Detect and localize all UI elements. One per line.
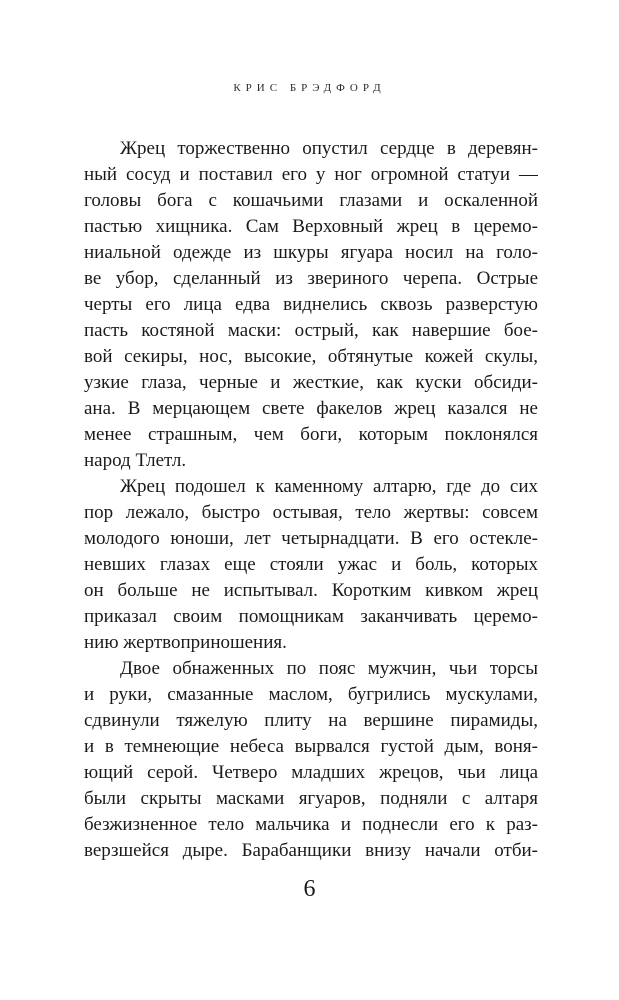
text-line: пасть костяной маски: острый, как навершие бое- xyxy=(84,320,538,341)
text-line: черты его лица едва виднелись сквозь разверстую xyxy=(84,294,538,315)
text-line: головы бога с кошачьими глазами и оскаленной xyxy=(84,190,538,211)
text-line: ниальной одежде из шкуры ягуара носил на голо- xyxy=(84,242,538,263)
page-number: 6 xyxy=(303,876,316,902)
text-line: он больше не испытывал. Коротким кивком жрец xyxy=(84,580,538,601)
text-line: сдвинули тяжелую плиту на вершине пирамиды, xyxy=(84,710,538,731)
text-line: верзшейся дыре. Барабанщики внизу начали отби- xyxy=(84,840,538,861)
text-line: Двое обнаженных по пояс мужчин, чьи торсы xyxy=(120,658,538,679)
text-line: безжизненное тело мальчика и поднесли его к раз- xyxy=(84,814,538,835)
text-line: ана. В мерцающем свете факелов жрец казался не xyxy=(84,398,538,419)
text-line: ве убор, сделанный из звериного черепа. Острые xyxy=(84,268,538,289)
text-line: менее страшным, чем боги, которым поклонялся xyxy=(84,424,538,445)
text-line: нию жертвоприношения. xyxy=(84,632,287,653)
text-line: молодого юноши, лет четырнадцати. В его остекле- xyxy=(84,528,538,549)
text-line: пастью хищника. Сам Верховный жрец в церемо- xyxy=(84,216,538,237)
text-line: пор лежало, быстро остывая, тело жертвы: совсем xyxy=(84,502,538,523)
text-line: ный сосуд и поставил его у ног огромной статуи — xyxy=(84,164,538,185)
text-line: вой секиры, нос, высокие, обтянутые кожей скулы, xyxy=(84,346,538,367)
text-line: и руки, смазанные маслом, бугрились мускулами, xyxy=(84,684,538,705)
text-line: народ Тлетл. xyxy=(84,450,187,471)
text-line: были скрыты масками ягуаров, подняли с алтаря xyxy=(84,788,538,809)
body-text xyxy=(84,136,538,864)
text-line: ющий серой. Четверо младших жрецов, чьи лица xyxy=(84,762,538,783)
running-head-author: КРИС БРЭДФОРД xyxy=(233,82,386,94)
paragraph xyxy=(84,474,538,656)
paragraph xyxy=(84,136,538,474)
text-line: Жрец подошел к каменному алтарю, где до сих xyxy=(120,476,538,497)
text-line: узкие глаза, черные и жесткие, как куски обсиди- xyxy=(84,372,538,393)
text-line: невших глазах еще стояли ужас и боль, которых xyxy=(84,554,538,575)
text-line: и в темнеющие небеса вырвался густой дым, воня- xyxy=(84,736,538,757)
text-line: Жрец торжественно опустил сердце в деревян- xyxy=(120,138,538,159)
paragraph xyxy=(84,656,538,864)
text-line: приказал своим помощникам заканчивать церемо- xyxy=(84,606,538,627)
